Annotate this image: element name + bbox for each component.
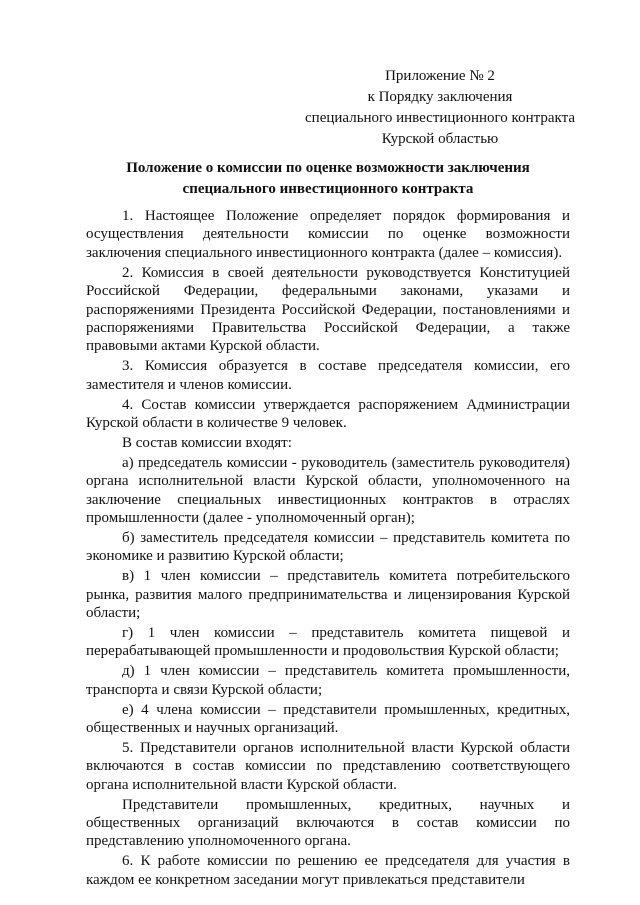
title-line: специального инвестиционного контракта bbox=[182, 181, 474, 197]
paragraph: 2. Комиссия в своей деятельности руководствуется Конституцией Российской Федерации, федеральными законами, указами и распоряжениями Президента Российской Федерации, постановлениями и распоряжениями Правительства Российской Федерации, а также правовыми актами Курской области. bbox=[86, 264, 570, 355]
appendix-line: специального инвестиционного контракта bbox=[305, 110, 575, 126]
appendix-line: Приложение № 2 bbox=[385, 68, 495, 84]
paragraph: в) 1 член комиссии – представитель комитета потребительского рынка, развития малого предпринимательства и лицензирования Курской области; bbox=[86, 568, 570, 622]
paragraph: 1. Настоящее Положение определяет порядок формирования и осуществления деятельности комиссии по оценке возможности заключения специального инвестиционного контракта (далее – комиссия). bbox=[86, 208, 570, 261]
paragraph: В состав комиссии входят: bbox=[122, 434, 292, 451]
appendix-header bbox=[300, 66, 580, 150]
paragraph: 6. К работе комиссии по решению ее председателя для участия в каждом ее конкретном заседании могут привлекаться представители bbox=[86, 853, 570, 888]
paragraph: б) заместитель председателя комиссии – представитель комитета по экономике и развитию Курской области; bbox=[86, 529, 570, 565]
appendix-line: к Порядку заключения bbox=[367, 89, 513, 105]
paragraph: а) председатель комиссии - руководитель (заместитель руководителя) органа исполнительной власти Курской области, уполномоченного на заключение специальных инвестиционных контрактов в отраслях промышленности (далее - уполномоченный орган); bbox=[86, 454, 570, 526]
document-title bbox=[86, 158, 570, 200]
paragraph: 5. Представители органов исполнительной власти Курской области включаются в состав комиссии по представлению соответствующего органа исполнительной власти Курской области. bbox=[86, 739, 570, 793]
document-body bbox=[86, 207, 570, 891]
appendix-line: Курской областью bbox=[381, 131, 499, 147]
paragraph: г) 1 член комиссии – представитель комитета пищевой и перерабатывающей промышленности и продовольствия Курской области; bbox=[86, 624, 570, 660]
paragraph: 4. Состав комиссии утверждается распоряжением Администрации Курской области в количестве 9 человек. bbox=[86, 396, 570, 431]
paragraph: е) 4 члена комиссии – представители промышленных, кредитных, общественных и научных организаций. bbox=[86, 701, 570, 736]
paragraph: 3. Комиссия образуется в составе председателя комиссии, его заместителя и членов комиссии. bbox=[86, 358, 570, 393]
paragraph: д) 1 член комиссии – представитель комитета промышленности, транспорта и связи Курской области; bbox=[86, 663, 570, 698]
title-line: Положение о комиссии по оценке возможности заключения bbox=[126, 160, 530, 176]
paragraph: Представители промышленных, кредитных, научных и общественных организаций включаются в состав комиссии по представлению уполномоченного органа. bbox=[86, 796, 570, 850]
